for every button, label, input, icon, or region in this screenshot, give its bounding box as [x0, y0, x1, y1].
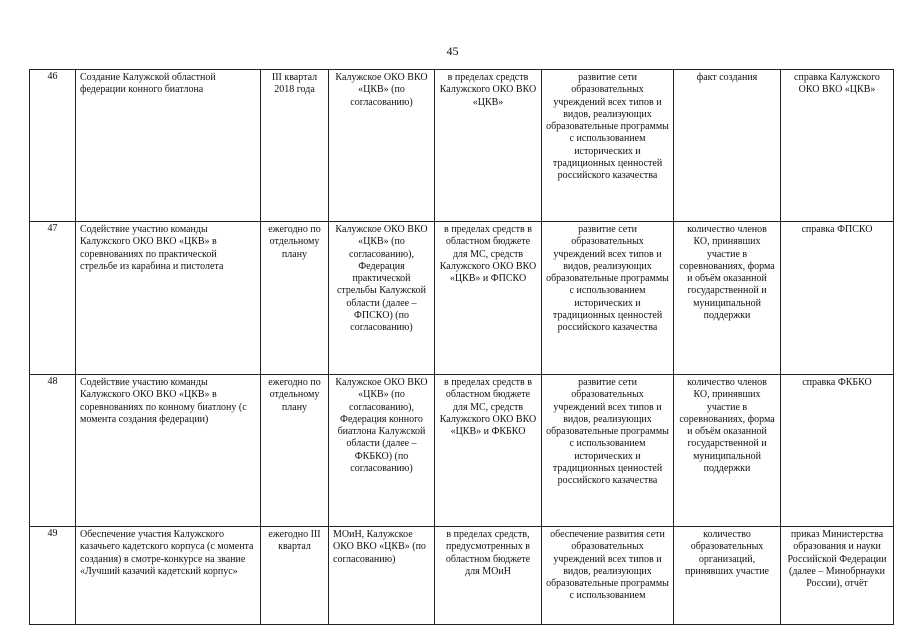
activity-report: справка ФКБКО: [781, 375, 894, 527]
table-row: [30, 527, 894, 625]
activities-table: [29, 69, 894, 625]
table-row: [30, 375, 894, 527]
activity-executors: Калужское ОКО ВКО «ЦКВ» (по согласованию): [329, 70, 435, 222]
row-number: 48: [30, 375, 76, 527]
activity-indicator: факт создания: [674, 70, 781, 222]
activity-executors: Калужское ОКО ВКО «ЦКВ» (по согласованию), Федерация конного биатлона Калужской области (далее – ФКБКО) (по согласованию): [329, 375, 435, 527]
activity-funding: в пределах средств в областном бюджете для МС, средств Калужского ОКО ВКО «ЦКВ» и ФПСКО: [435, 222, 542, 375]
activity-indicator: количество членов КО, принявших участие в соревнованиях, форма и объём оказанной государственной и муниципальной поддержки: [674, 375, 781, 527]
activity-term: ежегодно III квартал: [261, 527, 329, 625]
activity-name: Создание Калужской областной федерации конного биатлона: [76, 70, 261, 222]
activity-funding: в пределах средств Калужского ОКО ВКО «ЦКВ»: [435, 70, 542, 222]
activity-goal: обеспечение развития сети образовательных учреждений всех типов и видов, реализующих образовательные программы с использованием: [542, 527, 674, 625]
activity-report: справка Калужского ОКО ВКО «ЦКВ»: [781, 70, 894, 222]
activity-name: Содействие участию команды Калужского ОКО ВКО «ЦКВ» в соревнованиях по практической стрельбе из карабина и пистолета: [76, 222, 261, 375]
activity-report: приказ Министерства образования и науки Российской Федерации (далее – Минобрнауки России), отчёт: [781, 527, 894, 625]
activity-report: справка ФПСКО: [781, 222, 894, 375]
activity-executors: МОиН, Калужское ОКО ВКО «ЦКВ» (по согласованию): [329, 527, 435, 625]
row-number: 47: [30, 222, 76, 375]
row-number: 49: [30, 527, 76, 625]
activity-term: ежегодно по отдельному плану: [261, 375, 329, 527]
table-row: [30, 70, 894, 222]
activity-goal: развитие сети образовательных учреждений всех типов и видов, реализующих образовательные программы с использованием исторических и традиционных ценностей российского казачества: [542, 222, 674, 375]
activity-name: Содействие участию команды Калужского ОКО ВКО «ЦКВ» в соревнованиях по конному биатлону (с момента создания федерации): [76, 375, 261, 527]
activity-term: III квартал 2018 года: [261, 70, 329, 222]
activity-name: Обеспечение участия Калужского казачьего кадетского корпуса (с момента создания) в смотре-конкурсе на звание «Лучший казачий кадетский корпус»: [76, 527, 261, 625]
activity-funding: в пределах средств, предусмотренных в областном бюджете для МОиН: [435, 527, 542, 625]
activity-goal: развитие сети образовательных учреждений всех типов и видов, реализующих образовательные программы с использованием исторических и традиционных ценностей российского казачества: [542, 375, 674, 527]
page-number: 45: [446, 44, 459, 58]
activity-goal: развитие сети образовательных учреждений всех типов и видов, реализующих образовательные программы с использованием исторических и традиционных ценностей российского казачества: [542, 70, 674, 222]
row-number: 46: [30, 70, 76, 222]
activity-funding: в пределах средств в областном бюджете для МС, средств Калужского ОКО ВКО «ЦКВ» и ФКБКО: [435, 375, 542, 527]
activity-indicator: количество членов КО, принявших участие в соревнованиях, форма и объём оказанной государственной и муниципальной поддержки: [674, 222, 781, 375]
activity-indicator: количество образовательных организаций, принявших участие: [674, 527, 781, 625]
table-row: [30, 222, 894, 375]
activity-term: ежегодно по отдельному плану: [261, 222, 329, 375]
activity-executors: Калужское ОКО ВКО «ЦКВ» (по согласованию), Федерация практической стрельбы Калужской области (далее – ФПСКО) (по согласованию): [329, 222, 435, 375]
